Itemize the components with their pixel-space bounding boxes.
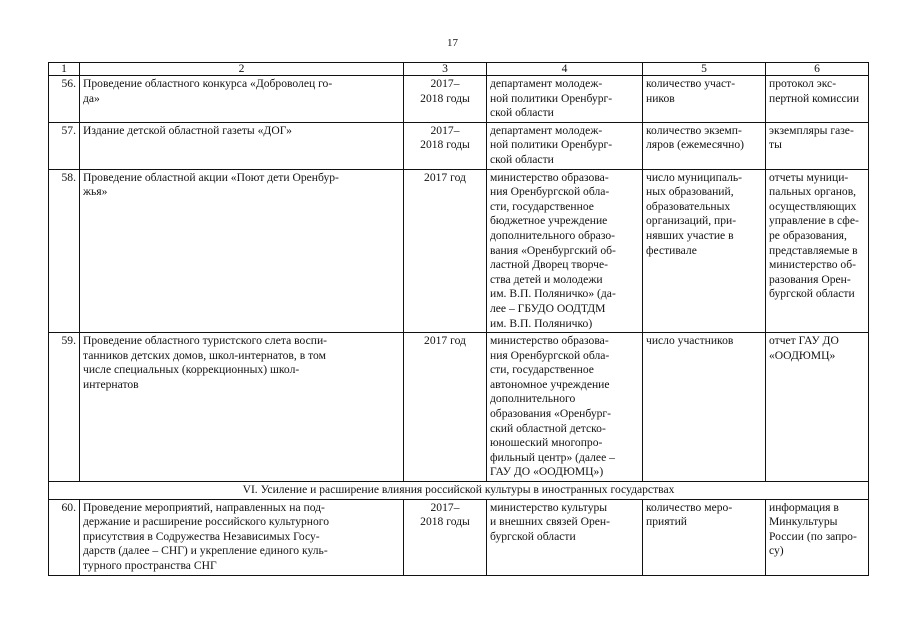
row-number: 57. [49, 122, 80, 169]
indicator: число участников [643, 333, 766, 482]
period: 2017– 2018 годы [404, 499, 487, 575]
event-name: Проведение областного туристского слета воспи- танников детских домов, школ-интернатов, в том числе специальных (коррекционных) школ- интернатов [80, 333, 404, 482]
report-form: протокол экс- пертной комиссии [766, 76, 869, 123]
report-form: отчет ГАУ ДО «ООДЮМЦ» [766, 333, 869, 482]
section-title: VI. Усиление и расширение влияния российской культуры в иностранных государствах [49, 482, 869, 500]
indicator: количество участ- ников [643, 76, 766, 123]
period: 2017– 2018 годы [404, 122, 487, 169]
header-row [49, 63, 869, 76]
period: 2017 год [404, 333, 487, 482]
row-number: 56. [49, 76, 80, 123]
indicator: количество экземп- ляров (ежемесячно) [643, 122, 766, 169]
header-cell-1: 1 [49, 63, 80, 76]
report-form: отчеты муници- пальных органов, осуществляющих управление в сфе- ре образования, представляемые в министерство об- разования Орен- бургской области [766, 169, 869, 333]
period: 2017 год [404, 169, 487, 333]
event-name: Издание детской областной газеты «ДОГ» [80, 122, 404, 169]
executor: министерство образова- ния Оренбургской обла- сти, государственное бюджетное учреждение дополнительного образо- вания «Оренбургский об- ластной Дворец творче- ства детей и молодежи им. В.П. Поляничко» (да- лее – ГБУДО ООДТДМ им. В.П. Поляничко) [487, 169, 643, 333]
indicator: количество меро- приятий [643, 499, 766, 575]
table-row [49, 333, 869, 482]
header-cell-6: 6 [766, 63, 869, 76]
table-row [49, 169, 869, 333]
executor: департамент молодеж- ной политики Оренбург- ской области [487, 76, 643, 123]
event-name: Проведение областной акции «Поют дети Оренбур- жья» [80, 169, 404, 333]
indicator: число муниципаль- ных образований, образовательных организаций, при- нявших участие в фестивале [643, 169, 766, 333]
report-form: информация в Минкультуры России (по запро- су) [766, 499, 869, 575]
page-number: 17 [447, 37, 458, 49]
event-name: Проведение областного конкурса «Доброволец го- да» [80, 76, 404, 123]
event-name: Проведение мероприятий, направленных на под- держание и расширение российского культурного присутствия в Содружества Независимых Госу- дарств (далее – СНГ) и укрепление единого куль- турного пространства СНГ [80, 499, 404, 575]
table-row [49, 76, 869, 123]
table-row [49, 499, 869, 575]
header-cell-2: 2 [80, 63, 404, 76]
table-row [49, 122, 869, 169]
executor: министерство образова- ния Оренбургской обла- сти, государственное автономное учреждение дополнительного образования «Оренбург- ский областной детско- юношеский многопро- фильный центр» (далее – ГАУ ДО «ООДЮМЦ») [487, 333, 643, 482]
executor: министерство культуры и внешних связей Орен- бургской области [487, 499, 643, 575]
row-number: 59. [49, 333, 80, 482]
row-number: 58. [49, 169, 80, 333]
section-row [49, 482, 869, 500]
report-form: экземпляры газе- ты [766, 122, 869, 169]
executor: департамент молодеж- ной политики Оренбург- ской области [487, 122, 643, 169]
header-cell-5: 5 [643, 63, 766, 76]
measures-table [48, 62, 869, 576]
header-cell-4: 4 [487, 63, 643, 76]
period: 2017– 2018 годы [404, 76, 487, 123]
row-number: 60. [49, 499, 80, 575]
header-cell-3: 3 [404, 63, 487, 76]
